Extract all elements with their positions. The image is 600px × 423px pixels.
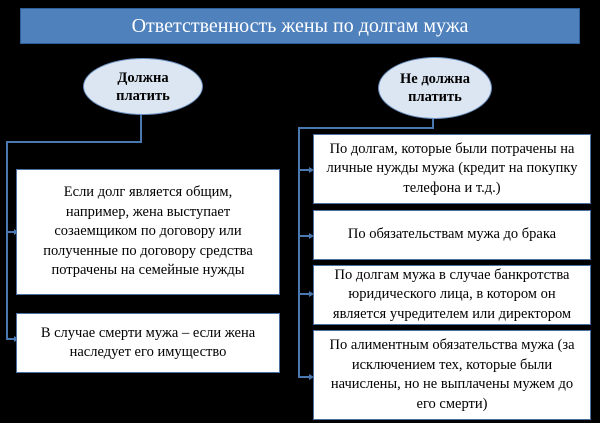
must-not-pay-item: По обязательствам мужа до брака [313, 210, 591, 260]
connector-line [6, 141, 142, 143]
must-not-pay-header: Не должна платить [378, 57, 492, 119]
connector-line [6, 141, 8, 339]
must-pay-item: Если долг является общим, например, жена выступает созаемщиком по договору или полученные по договору средства потрачены на семейные нужды [16, 169, 280, 295]
must-not-pay-item: По долгам, которые были потрачены на личные нужды мужа (кредит на покупку телефона и т.д.) [313, 134, 591, 204]
must-pay-item: В случае смерти мужа – если жена наследует его имущество [16, 313, 280, 373]
diagram-title: Ответственность жены по долгам мужа [20, 8, 580, 44]
must-not-pay-item: По алиментным обязательства мужа (за исключением тех, которые были начислены, но не выплачены мужем до его смерти) [313, 330, 591, 420]
connector-line [298, 127, 434, 129]
must-not-pay-item: По долгам мужа в случае банкротства юридического лица, в котором он является учредителем или директором [313, 265, 591, 325]
connector-line [298, 127, 300, 377]
must-pay-header: Должна платить [83, 58, 203, 115]
